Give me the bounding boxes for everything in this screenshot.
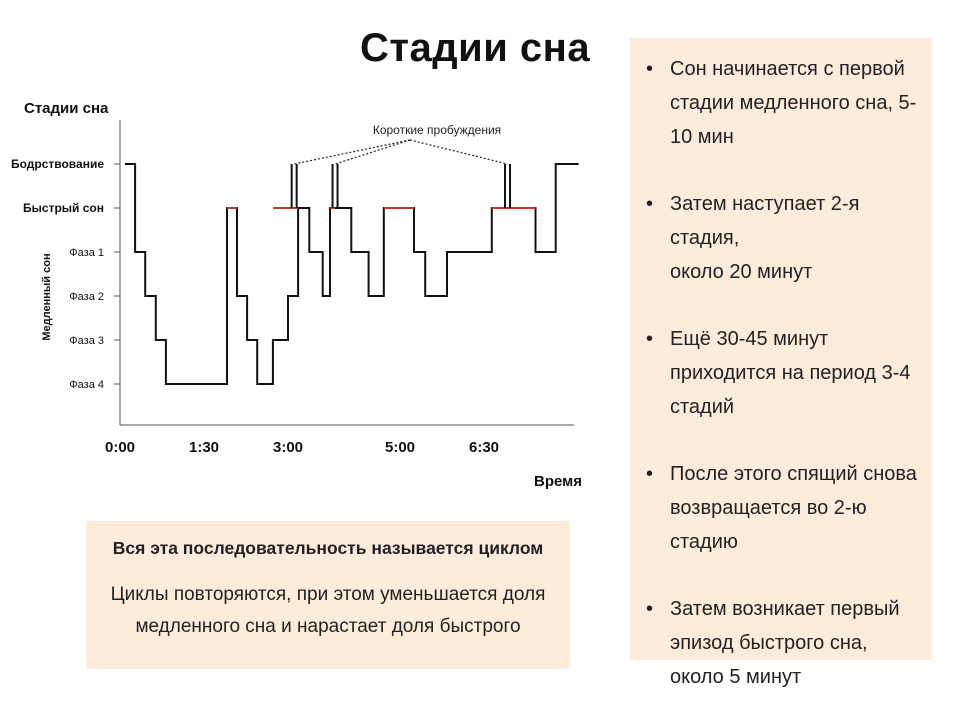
bullet-line: Сон начинается с первой [670, 58, 905, 80]
x-tick-label: 3:00 [272, 439, 304, 456]
cycle-body [86, 579, 570, 643]
bullet-line: стадий [670, 396, 735, 418]
y-tick-label: Фаза 3 [69, 335, 104, 347]
x-axis-label: Время [534, 473, 582, 490]
bullet-item [640, 592, 922, 694]
bullet-item [640, 52, 922, 154]
bullet-line: около 5 минут [670, 666, 802, 688]
annotation-pointer [410, 140, 508, 164]
y-tick-label: Бодрствование [10, 157, 104, 171]
bullet-item [640, 187, 922, 289]
x-tick-label: 1:30 [188, 439, 220, 456]
stages-bullet-list [640, 52, 922, 694]
cycle-body-line: Циклы повторяются, при этом уменьшается доля [110, 584, 546, 605]
bullet-icon: • [646, 598, 654, 620]
hypnogram-chart [0, 80, 600, 500]
y-tick-label: Фаза 1 [69, 247, 104, 259]
bullet-line: возвращается во 2-ю [670, 497, 867, 519]
stages-description-panel [630, 38, 932, 688]
bullet-item [640, 457, 922, 559]
bullet-icon: • [646, 463, 654, 485]
y-group-label: Медленный сон [41, 253, 53, 341]
x-tick-label: 6:30 [468, 439, 500, 456]
y-tick-label: Быстрый сон [23, 201, 104, 215]
bullet-line: Ещё 30-45 минут [670, 328, 829, 350]
bullet-item [640, 322, 922, 424]
page-title: Стадии сна [360, 26, 591, 70]
x-tick-label: 5:00 [384, 439, 416, 456]
y-tick-label: Фаза 4 [69, 379, 104, 391]
x-tick-label: 0:00 [104, 439, 136, 456]
bullet-icon: • [646, 58, 654, 80]
cycle-body-line: медленного сна и нарастает доля быстрого [135, 616, 521, 637]
bullet-line: Затем наступает 2-я стадия, [670, 193, 860, 249]
annotation-pointer [294, 140, 410, 164]
bullet-line: стадии медленного сна, 5- [670, 92, 917, 114]
hypnogram-svg [0, 80, 600, 500]
cycle-headline: Вся эта последовательность называется циклом [112, 538, 544, 558]
chart-title: Стадии сна [24, 100, 109, 117]
bullet-icon: • [646, 328, 654, 350]
cycle-note-box [86, 521, 570, 669]
bullet-line: стадию [670, 531, 738, 553]
bullet-line: эпизод быстрого сна, [670, 632, 868, 654]
bullet-line: 10 мин [670, 126, 734, 148]
annotation-pointer [335, 140, 410, 164]
annotation-label: Короткие пробуждения [372, 123, 502, 137]
bullet-icon: • [646, 193, 654, 215]
bullet-line: около 20 минут [670, 261, 813, 283]
bullet-line: приходится на период 3-4 [670, 362, 911, 384]
bullet-line: Затем возникает первый [670, 598, 900, 620]
bullet-line: После этого спящий снова [670, 463, 917, 485]
y-tick-label: Фаза 2 [69, 291, 104, 303]
